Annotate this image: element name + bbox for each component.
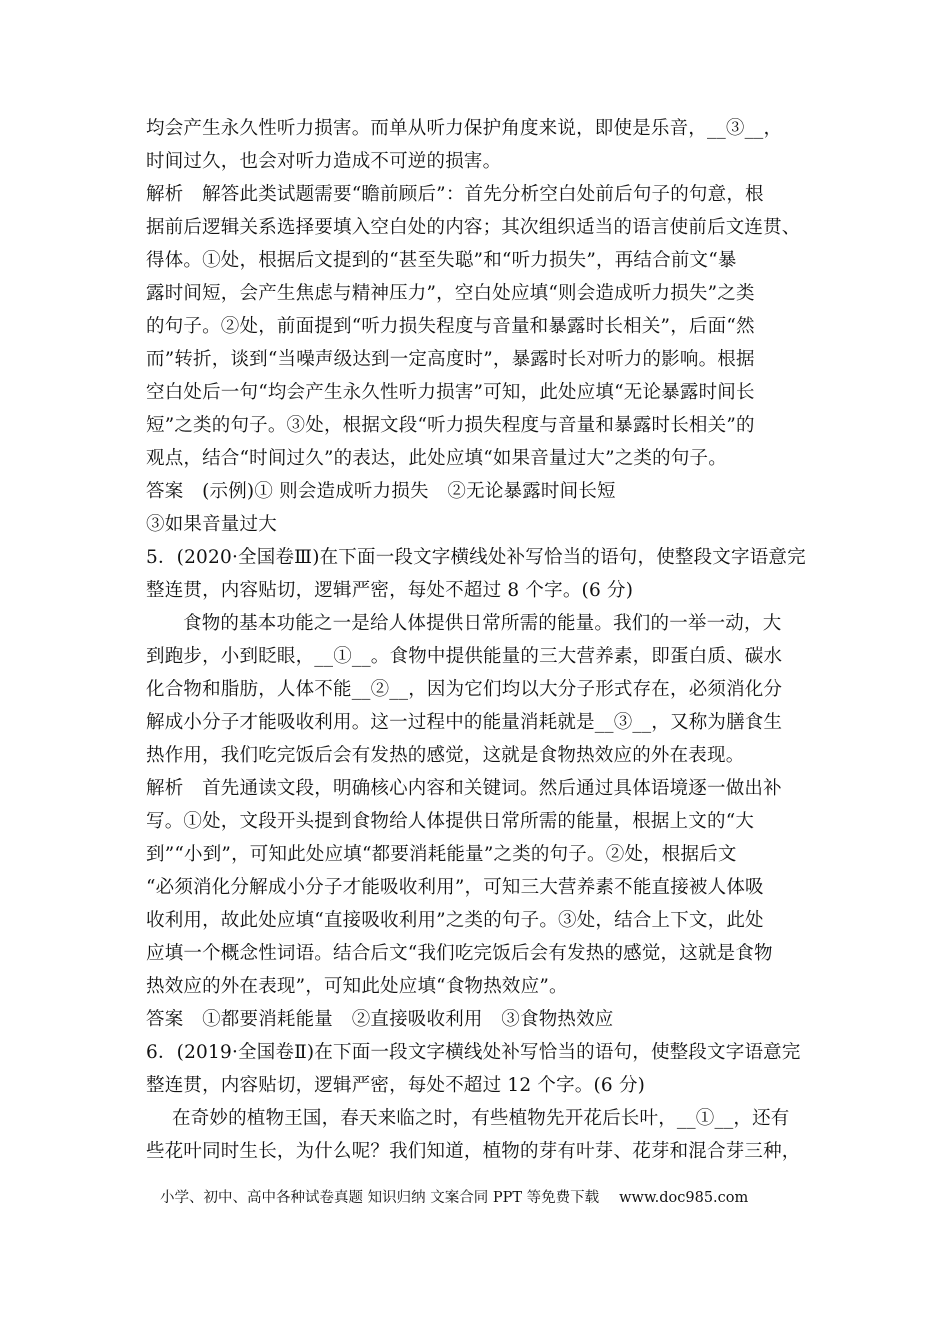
text-line: 观点，结合“时间过久”的表达，此处应填“如果音量过大”之类的句子。 (146, 448, 727, 469)
text-line: 收利用，故此处应填“直接吸收利用”之类的句子。③处，结合上下文，此处 (146, 910, 764, 931)
text-line: 得体。①处，根据后文提到的“甚至失聪”和“听力损失”，再结合前文“暴 (146, 250, 737, 271)
passage-line: 化合物和脂肪，人体不能__②__，因为它们均以大分子形式存在，必须消化分 (146, 679, 783, 700)
passage-line: 解成小分子才能吸收利用。这一过程中的能量消耗就是__③__，又称为膳食生 (146, 712, 783, 733)
footer-url[interactable]: www.doc985.com (619, 1190, 749, 1206)
answer-line: ③如果音量过大 (146, 514, 277, 535)
text-line: 短”之类的句子。③处，根据文段“听力损失程度与音量和暴露时长相关”的 (146, 415, 755, 436)
text-line: 而”转折，谈到“当噪声级达到一定高度时”，暴露时长对听力的影响。根据 (146, 349, 755, 370)
text-line: 均会产生永久性听力损害。而单从听力保护角度来说，即使是乐音，__③__， (146, 118, 783, 139)
question-line: 整连贯，内容贴切，逻辑严密，每处不超过 12 个字。(6 分) (146, 1075, 646, 1096)
answer-line: 答案 ①都要消耗能量 ②直接吸收利用 ③食物热效应 (146, 1009, 614, 1030)
passage-line: 在奇妙的植物王国，春天来临之时，有些植物先开花后长叶，__①__，还有 (172, 1108, 790, 1129)
text-line: 到”“小到”，可知此处应填“都要消耗能量”之类的句子。②处，根据后文 (146, 844, 737, 865)
passage-line: 热作用，我们吃完饭后会有发热的感觉，这就是食物热效应的外在表现。 (146, 745, 745, 766)
passage-line: 些花叶同时生长，为什么呢？我们知道，植物的芽有叶芽、花芽和混合芽三种， (146, 1141, 801, 1162)
question-line: 整连贯，内容贴切，逻辑严密，每处不超过 8 个字。(6 分) (146, 580, 634, 601)
text-line: 时间过久，也会对听力造成不可逆的损害。 (146, 151, 502, 172)
question-line: 6．(2019·全国卷Ⅱ)在下面一段文字横线处补写恰当的语句，使整段文字语意完 (146, 1042, 801, 1063)
text-line: 据前后逻辑关系选择要填入空白处的内容；其次组织适当的语言使前后文连贯、 (146, 217, 801, 238)
text-line: 露时间短，会产生焦虑与精神压力”，空白处应填“则会造成听力损失”之类 (146, 283, 755, 304)
document-body (146, 112, 814, 1168)
passage-line: 食物的基本功能之一是给人体提供日常所需的能量。我们的一举一动，大 (183, 613, 782, 634)
text-line: 的句子。②处，前面提到“听力损失程度与音量和暴露时长相关”，后面“然 (146, 316, 755, 337)
analysis-line: 解析 首先通读文段，明确核心内容和关键词。然后通过具体语境逐一做出补 (146, 778, 782, 799)
footer-text: 小学、初中、高中各种试卷真题 知识归纳 文案合同 PPT 等免费下载 (160, 1190, 600, 1206)
passage-line: 到跑步，小到眨眼，__①__。食物中提供能量的三大营养素，即蛋白质、碳水 (146, 646, 783, 667)
analysis-line: 解析 解答此类试题需要“瞻前顾后”：首先分析空白处前后句子的句意，根 (146, 184, 764, 205)
answer-line: 答案 (示例)① 则会造成听力损失 ②无论暴露时间长短 (146, 481, 616, 502)
page-footer (160, 1186, 800, 1207)
text-line: “必须消化分解成小分子才能吸收利用”，可知三大营养素不能直接被人体吸 (146, 877, 764, 898)
text-line: 写。①处，文段开头提到食物给人体提供日常所需的能量，根据上文的“大 (146, 811, 755, 832)
text-line: 应填一个概念性词语。结合后文“我们吃完饭后会有发热的感觉，这就是食物 (146, 943, 773, 964)
text-line: 热效应的外在表现”，可知此处应填“食物热效应”。 (146, 976, 568, 997)
question-line: 5．(2020·全国卷Ⅲ)在下面一段文字横线处补写恰当的语句，使整段文字语意完 (146, 547, 806, 568)
text-line: 空白处后一句“均会产生永久性听力损害”可知，此处应填“无论暴露时间长 (146, 382, 755, 403)
